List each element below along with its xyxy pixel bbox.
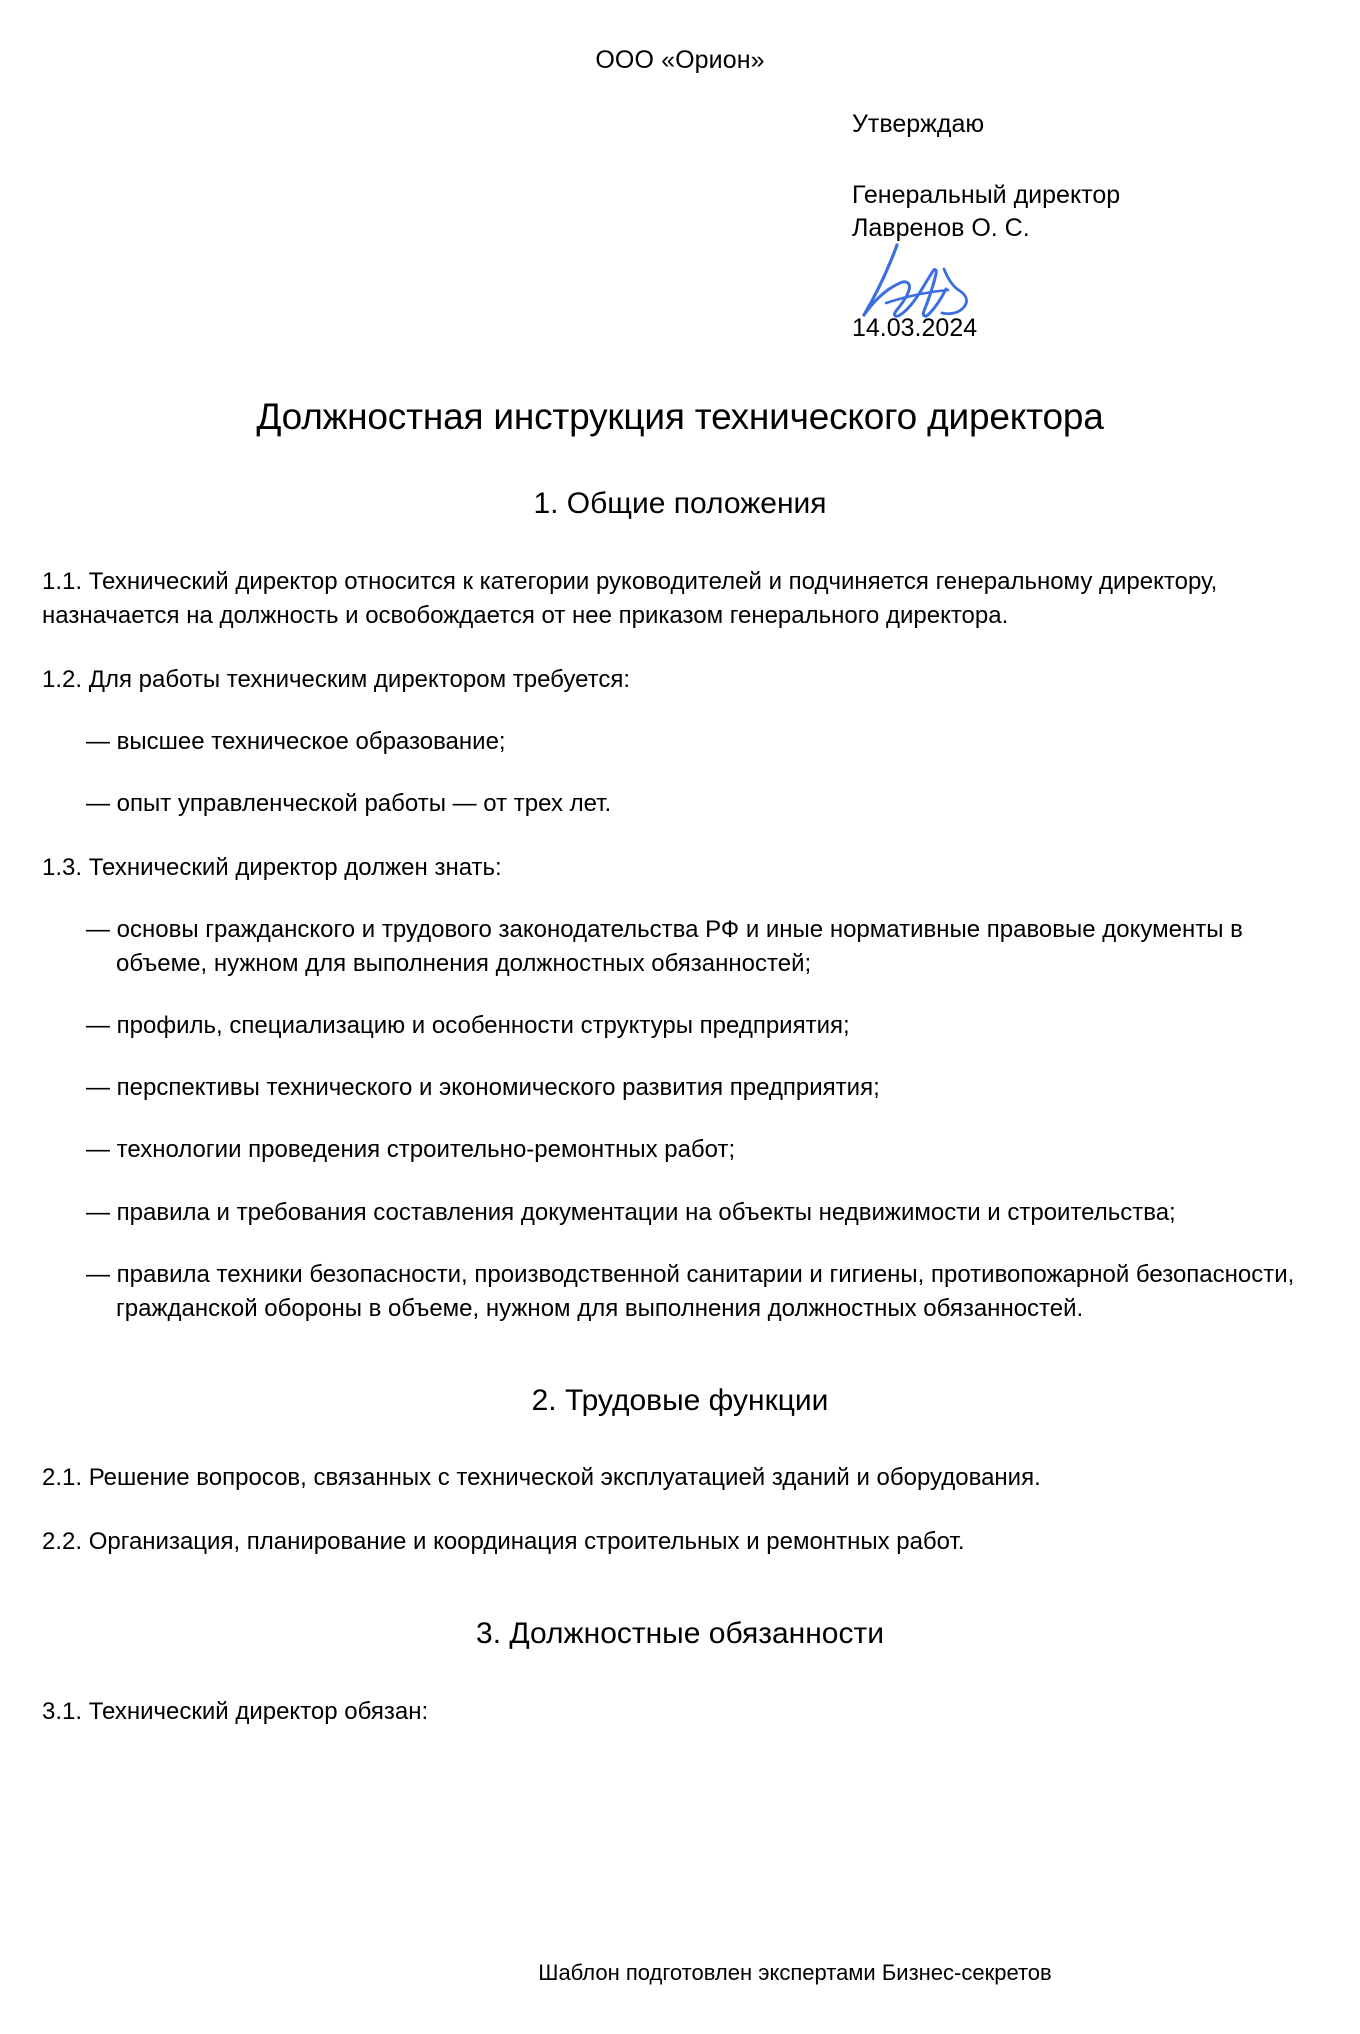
list-item: — профиль, специализацию и особенности структуры предприятия; bbox=[86, 1012, 850, 1040]
organization-name: ООО «Орион» bbox=[595, 46, 765, 74]
approval-date: 14.03.2024 bbox=[852, 313, 978, 342]
section-heading-1: 1. Общие положения bbox=[533, 487, 827, 521]
page-title: Должностная инструкция технического директора bbox=[256, 395, 1104, 437]
paragraph-1-2: 1.2. Для работы техническим директором требуется: bbox=[42, 665, 631, 693]
paragraph-3-1: 3.1. Технический директор обязан: bbox=[42, 1697, 429, 1725]
approval-inner bbox=[852, 108, 1120, 343]
list-item: — перспективы технического и экономического развития предприятия; bbox=[86, 1074, 880, 1102]
approval-block bbox=[42, 108, 1318, 343]
approver-name: Лавренов О. С. bbox=[852, 213, 1030, 242]
list-item: — правила и требования составления документации на объекты недвижимости и строительства; bbox=[86, 1198, 1176, 1226]
list-item: — правила техники безопасности, производственной санитарии и гигиены, противопожарной безопасности, гражданской обороны в объеме, нужном для выполнения должностных обязанностей. bbox=[86, 1260, 1295, 1322]
approver-role: Генеральный директор bbox=[852, 180, 1121, 209]
list-item: — основы гражданского и трудового законодательства РФ и иные нормативные правовые документы в объеме, нужном для выполнения должностных обязанностей; bbox=[86, 916, 1243, 978]
paragraph-2-2: 2.2. Организация, планирование и координация строительных и ремонтных работ. bbox=[42, 1528, 965, 1556]
section-heading-3: 3. Должностные обязанности bbox=[476, 1617, 884, 1651]
section-heading-2: 2. Трудовые функции bbox=[531, 1383, 829, 1417]
paragraph-1-3: 1.3. Технический директор должен знать: bbox=[42, 854, 502, 882]
list-item: — опыт управленческой работы — от трех лет. bbox=[86, 789, 612, 817]
footer bbox=[0, 1959, 1360, 1988]
paragraph-2-1: 2.1. Решение вопросов, связанных с технической эксплуатацией зданий и оборудования. bbox=[42, 1464, 1041, 1492]
list-item: — высшее техническое образование; bbox=[86, 727, 506, 755]
footer-note-text: Шаблон подготовлен экспертами Бизнес-секретов bbox=[538, 1960, 1052, 1986]
paragraph-1-1: 1.1. Технический директор относится к категории руководителей и подчиняется генеральному директору, назначается на должность и освобождается от нее приказом генерального директора. bbox=[42, 567, 1218, 629]
signature-row bbox=[852, 245, 1120, 317]
handwritten-signature-icon bbox=[856, 239, 986, 327]
list-item: — технологии проведения строительно-ремонтных работ; bbox=[86, 1136, 736, 1164]
approval-word: Утверждаю bbox=[852, 110, 985, 139]
